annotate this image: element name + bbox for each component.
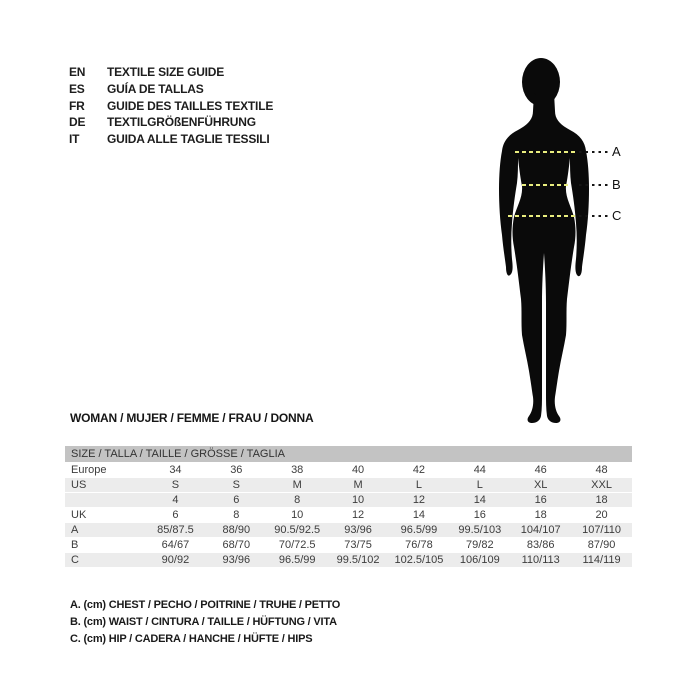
size-cell: 107/110	[582, 524, 622, 536]
size-cell: 40	[351, 464, 365, 476]
legend-line: C. (cm) HIP / CADERA / HANCHE / HÜFTE / HIPS	[70, 633, 313, 645]
size-cell: 8	[294, 494, 301, 506]
language-label: TEXTILE SIZE GUIDE	[107, 65, 225, 79]
size-cell: 64/67	[161, 539, 190, 551]
language-label: GUIDA ALLE TAGLIE TESSILI	[107, 132, 270, 147]
language-label: GUÍA DE TALLAS	[107, 81, 204, 96]
size-cell: 8	[233, 509, 240, 521]
size-cell: 79/82	[466, 539, 494, 551]
table-row	[65, 552, 632, 567]
measure-label-waist: B	[612, 177, 621, 192]
woman-silhouette	[475, 45, 625, 430]
size-cell: 68/70	[222, 539, 251, 551]
size-cell: 99.5/102	[336, 554, 380, 566]
measurement-legend	[70, 597, 340, 648]
size-cell: 102.5/105	[394, 554, 444, 566]
size-cell: 83/86	[526, 539, 555, 551]
size-cell: 73/75	[344, 539, 372, 551]
size-cell: XXL	[591, 479, 612, 491]
table-row	[65, 522, 632, 537]
size-cell: 14	[473, 494, 486, 506]
size-cell: 93/96	[344, 524, 372, 536]
size-cell: 12	[351, 509, 365, 521]
size-cell: 110/113	[521, 554, 560, 566]
size-cell: 6	[172, 509, 179, 521]
language-row	[69, 131, 273, 148]
language-row	[69, 81, 273, 98]
table-row	[65, 537, 632, 552]
size-cell: 99.5/103	[458, 524, 502, 536]
size-table	[65, 446, 632, 567]
size-cell: 44	[473, 464, 486, 476]
size-cell: 36	[230, 464, 243, 476]
language-row	[69, 98, 273, 115]
language-code: IT	[69, 132, 80, 147]
measure-label-chest: A	[612, 144, 621, 159]
size-cell: 16	[534, 494, 547, 506]
language-list	[69, 64, 273, 148]
size-cell: 4	[172, 494, 179, 506]
size-cell: 10	[291, 509, 304, 521]
size-cell: L	[415, 479, 422, 491]
size-cell: 46	[534, 464, 547, 476]
language-code: EN	[69, 65, 86, 79]
size-cell: 88/90	[222, 524, 251, 536]
size-cell: 12	[412, 494, 426, 506]
size-cell: XL	[533, 479, 548, 491]
legend-line: A. (cm) CHEST / PECHO / POITRINE / TRUHE / PETTO	[70, 599, 341, 611]
size-cell: 96.5/99	[400, 524, 438, 536]
size-cell: 38	[291, 464, 304, 476]
row-label: Europe	[71, 464, 107, 476]
size-cell: 70/72.5	[278, 539, 316, 551]
silhouette-body	[499, 93, 589, 423]
table-row	[65, 492, 632, 507]
section-title-woman: WOMAN / MUJER / FEMME / FRAU / DONNA	[70, 411, 314, 425]
size-table-body	[65, 462, 632, 567]
size-cell: 104/107	[520, 524, 561, 536]
size-cell: 18	[534, 509, 547, 521]
size-cell: 16	[473, 509, 486, 521]
size-cell: M	[353, 479, 363, 491]
language-code: ES	[69, 81, 85, 96]
row-label: C	[71, 554, 79, 566]
size-cell: 14	[412, 509, 426, 521]
size-cell: 20	[595, 509, 608, 521]
language-code: FR	[69, 98, 85, 113]
size-cell: 87/90	[587, 539, 616, 551]
size-cell: S	[232, 479, 240, 491]
language-row	[69, 114, 273, 131]
row-label: UK	[71, 509, 87, 521]
table-row	[65, 462, 632, 477]
size-cell: S	[171, 479, 180, 491]
language-row	[69, 64, 273, 81]
size-cell: L	[476, 479, 483, 491]
language-label: TEXTILGRÖßENFÜHRUNG	[107, 115, 256, 130]
size-cell: 90/92	[161, 554, 190, 566]
size-cell: 106/109	[459, 554, 500, 566]
size-cell: 10	[351, 494, 365, 506]
row-label: B	[71, 539, 79, 551]
size-cell: 76/78	[405, 539, 433, 551]
size-cell: 6	[233, 494, 240, 506]
size-cell: 93/96	[222, 554, 251, 566]
row-label: A	[71, 524, 79, 536]
size-cell: 18	[595, 494, 608, 506]
measure-label-hip: C	[612, 208, 622, 223]
row-label: US	[71, 479, 87, 491]
size-cell: 42	[412, 464, 426, 476]
language-code: DE	[69, 115, 86, 130]
size-cell: 114/119	[582, 554, 621, 566]
size-table-header: SIZE / TALLA / TAILLE / GRÖSSE / TAGLIA	[65, 446, 632, 462]
table-row	[65, 507, 632, 522]
size-cell: 96.5/99	[278, 554, 316, 566]
size-cell: 90.5/92.5	[274, 524, 321, 536]
size-cell: 34	[169, 464, 182, 476]
size-cell: 85/87.5	[157, 524, 194, 536]
language-label: GUIDE DES TAILLES TEXTILE	[107, 98, 274, 113]
table-row	[65, 477, 632, 492]
size-cell: M	[292, 479, 302, 491]
size-cell: 48	[595, 464, 608, 476]
legend-line: B. (cm) WAIST / CINTURA / TAILLE / HÜFTUNG / VITA	[70, 616, 337, 628]
